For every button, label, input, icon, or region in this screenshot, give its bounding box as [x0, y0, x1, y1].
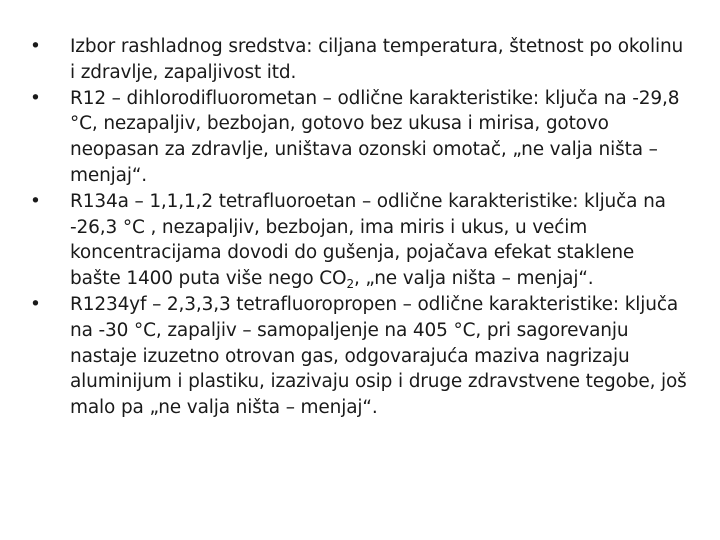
bullet-text: R12 – dihlorodifluorometan – odlične karakteristike: ključa na -29,8 °C, nezapaljiv, bezbojan, gotovo bez ukusa i mirisa, gotovo neopasan za zdravlje, uništava ozonski omotač, „ne valja ništa – menjaj“.: [70, 87, 680, 186]
bullet-text: [70, 190, 666, 292]
bullet-item-r1234yf: [30, 292, 690, 421]
bullet-text: Izbor rashladnog sredstva: ciljana temperatura, štetnost po okolinu i zdravlje, zapaljivost itd.: [70, 36, 684, 83]
bullet-text-part: , „ne valja ništa – menjaj“.: [353, 268, 594, 290]
bullet-text-part: R134a – 1,1,1,2 tetrafluoroetan – odlične karakteristike: ključa na -26,3 °C , nezapaljiv, bezbojan, ima miris i ukus, u većim koncentracijama dovodi do gušenja, pojačava efekat staklene bašte 1400 puta više nego CO: [70, 190, 666, 290]
bullet-list: [30, 34, 690, 421]
bullet-dot-icon: •: [30, 190, 41, 212]
bullet-text: R1234yf – 2,3,3,3 tetrafluoropropen – odlične karakteristike: ključa na -30 °C, zapaljiv – samopaljenje na 405 °C, pri sagorevanju nastaje izuzetno otrovan gas, odgovarajuća maziva nagrizaju aluminijum i plastiku, izazivaju osip i druge zdravstvene tegobe, još malo pa „ne valja ništa – menjaj“.: [70, 293, 687, 419]
bullet-item-r134a: [30, 189, 690, 292]
bullet-dot-icon: •: [30, 87, 41, 109]
bullet-dot-icon: •: [30, 36, 41, 57]
bullet-item-refrigerant-choice: [30, 34, 690, 86]
bullet-dot-icon: •: [30, 293, 41, 315]
subscript: 2: [346, 277, 354, 292]
bullet-item-r12: [30, 86, 690, 189]
